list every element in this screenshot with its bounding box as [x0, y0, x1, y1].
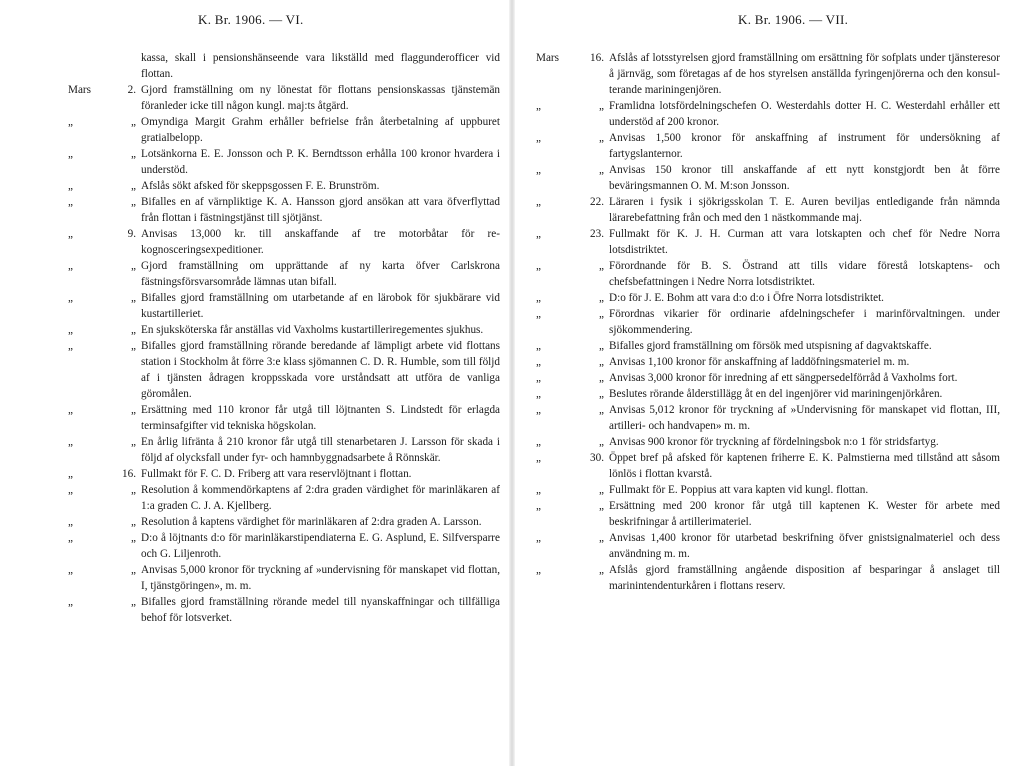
entry-day: „	[599, 164, 604, 176]
entry-day: „	[599, 340, 604, 352]
entry-month	[68, 50, 112, 82]
ledger-entry	[536, 434, 1000, 450]
entry-text: Bifalles gjord framställning om försök med utspisning af dagvaktskaffe.	[609, 340, 932, 352]
ledger-entry	[536, 370, 1000, 386]
entry-text: Anvisas 1,500 kronor för anskaffning af instrument för undersökning af fartygslanternor.	[609, 132, 1000, 160]
entry-month: „	[68, 148, 73, 160]
entry-day: „	[599, 532, 604, 544]
entry-text: Lotsänkorna E. E. Jonsson och P. K. Berndtsson erhålla 100 kronor hvardera i understöd.	[141, 148, 500, 176]
ledger-entry	[68, 258, 500, 290]
entry-day: „	[131, 260, 136, 272]
entry-text: En sjuksköterska får anställas vid Vaxholms kustartilleriregementes sjukhus.	[141, 324, 484, 336]
entry-month: „	[536, 484, 541, 496]
ledger-entry	[68, 338, 500, 402]
entry-day: „	[131, 324, 136, 336]
entry-month: „	[536, 100, 541, 112]
entry-day: „	[599, 356, 604, 368]
entry-day: „	[599, 100, 604, 112]
entry-month: „	[68, 468, 73, 480]
ledger-entry	[68, 146, 500, 178]
entry-text: D:o å löjtnants d:o för marinläkarstipendiaterna E. G. Asplund, E. Silfversparre och G. Liljenroth.	[141, 532, 500, 560]
entry-day: „	[131, 292, 136, 304]
entry-text: Afslås sökt afsked för skeppsgossen F. E. Brunström.	[141, 180, 380, 192]
entry-month: „	[536, 436, 541, 448]
entry-month: „	[68, 228, 73, 240]
entry-text: Afslås gjord framställning angående disposition af besparingar å anslaget till marinintendenturkåren i flottans reserv.	[609, 564, 1000, 592]
entry-day: „	[131, 532, 136, 544]
entry-day: 22.	[590, 196, 604, 208]
ledger-entry	[68, 82, 500, 114]
entry-text: Beslutes rörande ålderstillägg åt en del ingenjörer vid mariningenjörkåren.	[609, 388, 943, 400]
left-entries-list	[68, 50, 500, 626]
entry-text: Gjord framställning om upprättande af ny karta öfver Carlskrona fästningsförsvarsområde lämnas utan bifall.	[141, 260, 500, 288]
entry-text: Ersättning med 110 kronor får utgå till löjtnanten S. Lindstedt för erlagda terminsafgifter vid tekniska högskolan.	[141, 404, 500, 432]
ledger-entry	[536, 450, 1000, 482]
ledger-entry	[68, 290, 500, 322]
entry-day: 2.	[127, 84, 136, 96]
entry-text: Omyndiga Margit Grahm erhåller befrielse från återbetalning af uppburet gratialbelopp.	[141, 116, 500, 144]
entry-month: „	[68, 116, 73, 128]
ledger-entry	[68, 482, 500, 514]
left-page-header: K. Br. 1906. — VI.	[198, 12, 304, 27]
entry-text: kassa, skall i pensionshänseende vara likställd med flaggunderofficer vid flottan.	[141, 52, 500, 80]
entry-text: Anvisas 1,100 kronor för anskaffning af laddöfningsmateriel m. m.	[609, 356, 910, 368]
entry-day: 9.	[127, 228, 136, 240]
entry-text: Anvisas 150 kronor till anskaffande af ett nytt konstgjordt ben åt förre beväringsmannen O. M. M:son Jonsson.	[609, 164, 1000, 192]
entry-text: Framlidna lotsfördelningschefen O. Westerdahls dotter H. C. Westerdahl erhåller ett understöd af 200 kronor.	[609, 100, 1000, 128]
entry-text: Fullmakt för K. J. H. Curman att vara lotskapten och chef för Nedre Norra lotsdistriktet.	[609, 228, 1000, 256]
entry-text: Anvisas 5,012 kronor för tryckning af »Undervisning för manskapet vid flottan, III, artilleri- och handvapen» m. m.	[609, 404, 1000, 432]
entry-month: „	[536, 308, 541, 320]
entry-text: Anvisas 1,400 kronor för utarbetad beskrifning öfver gnistsignalmateriel och dess användning m. m.	[609, 532, 1000, 560]
entry-month: „	[68, 596, 73, 608]
entry-day: „	[131, 564, 136, 576]
entry-text: Läraren i fysik i sjökrigsskolan T. E. Auren beviljas entledigande från nämnda lärarebefattning från och med den 1 nästkommande maj.	[609, 196, 1000, 224]
entry-month: „	[536, 532, 541, 544]
entry-day: „	[599, 404, 604, 416]
entry-month: „	[536, 564, 541, 576]
entry-month: Mars	[68, 84, 91, 96]
entry-month: „	[68, 324, 73, 336]
entry-month: „	[536, 228, 541, 240]
entry-text: Anvisas 900 kronor för tryckning af fördelningsbok n:o 1 för stridsfartyg.	[609, 436, 939, 448]
ledger-entry	[68, 562, 500, 594]
entry-month: „	[68, 404, 73, 416]
ledger-entry	[68, 402, 500, 434]
entry-text: Ersättning med 200 kronor får utgå till kaptenen K. Wester för arbete med beskrifningar å artillerimateriel.	[609, 500, 1000, 528]
ledger-entry	[536, 338, 1000, 354]
entry-month: „	[68, 532, 73, 544]
entry-text: Resolution å kommendörkaptens af 2:dra graden värdighet för marinläkaren af 1:a graden C. J. A. Kjellberg.	[141, 484, 500, 512]
ledger-entry	[536, 98, 1000, 130]
entry-day: „	[599, 436, 604, 448]
entry-month: „	[536, 164, 541, 176]
entry-month: Mars	[536, 52, 559, 64]
entry-text: Fullmakt för E. Poppius att vara kapten vid kungl. flottan.	[609, 484, 869, 496]
ledger-entry	[68, 322, 500, 338]
ledger-entry	[68, 50, 500, 82]
ledger-entry	[536, 482, 1000, 498]
ledger-entry	[68, 530, 500, 562]
entry-month: „	[536, 292, 541, 304]
entry-month: „	[68, 260, 73, 272]
right-entries-list	[536, 50, 1000, 594]
entry-month: „	[536, 452, 541, 464]
entry-text: Gjord framställning om ny lönestat för flottans pensionskassas tjänstemän föranleder icke till någon kungl. maj:ts åtgärd.	[141, 84, 500, 112]
ledger-entry	[68, 194, 500, 226]
entry-text: En årlig lifränta å 210 kronor får utgå till stenarbetaren J. Larsson för skada i följd af olycksfall under fyr- och hamnbyggnadsarbete å Rönnskär.	[141, 436, 500, 464]
entry-day: „	[599, 308, 604, 320]
entry-day: „	[131, 340, 136, 352]
entry-month: „	[68, 196, 73, 208]
entry-day: „	[599, 564, 604, 576]
ledger-entry	[536, 194, 1000, 226]
right-page-header: K. Br. 1906. — VII.	[738, 12, 849, 27]
entry-day: 23.	[590, 228, 604, 240]
right-page	[512, 0, 1024, 766]
entry-month: „	[536, 260, 541, 272]
ledger-entry	[536, 162, 1000, 194]
entry-day: „	[131, 180, 136, 192]
entry-day: „	[131, 404, 136, 416]
entry-day: „	[599, 500, 604, 512]
ledger-entry	[536, 386, 1000, 402]
entry-month: „	[536, 340, 541, 352]
entry-month: „	[536, 500, 541, 512]
entry-month: „	[68, 292, 73, 304]
entry-day: „	[131, 484, 136, 496]
entry-day: 16.	[590, 52, 604, 64]
entry-day: „	[599, 260, 604, 272]
entry-day: „	[599, 484, 604, 496]
entry-day: „	[131, 596, 136, 608]
entry-day: „	[599, 132, 604, 144]
ledger-entry	[68, 226, 500, 258]
entry-month: „	[536, 356, 541, 368]
ledger-entry	[536, 402, 1000, 434]
entry-text: Förordnande för B. S. Östrand att tills vidare förestå lotskaptens- och chefsbefattningen i Nedre Norra lotsdistriktet.	[609, 260, 1000, 288]
entry-text: Anvisas 13,000 kr. till anskaffande af tre motorbåtar för rekognosceringsexpeditioner.	[141, 228, 500, 256]
ledger-entry	[536, 498, 1000, 530]
entry-text: Bifalles gjord framställning rörande medel till nyanskaffningar och tillfälliga behof för lotsverket.	[141, 596, 500, 624]
ledger-entry	[68, 434, 500, 466]
entry-month: „	[68, 564, 73, 576]
entry-day: „	[599, 388, 604, 400]
ledger-entry	[68, 466, 500, 482]
entry-month: „	[68, 180, 73, 192]
ledger-entry	[68, 178, 500, 194]
ledger-entry	[68, 514, 500, 530]
entry-text: D:o för J. E. Bohm att vara d:o d:o i Öfre Norra lotsdistriktet.	[609, 292, 884, 304]
ledger-entry	[536, 562, 1000, 594]
ledger-entry	[536, 290, 1000, 306]
entry-day: „	[131, 516, 136, 528]
entry-day: 30.	[590, 452, 604, 464]
entry-day: „	[599, 372, 604, 384]
entry-month: „	[68, 516, 73, 528]
entry-month: „	[536, 372, 541, 384]
entry-month: „	[68, 484, 73, 496]
entry-month: „	[536, 404, 541, 416]
entry-text: Resolution å kaptens värdighet för marinläkaren af 2:dra graden A. Larsson.	[141, 516, 482, 528]
entry-day: „	[131, 148, 136, 160]
entry-text: Bifalles gjord framställning om utarbetande af en lärobok för sjukbärare vid kustartilleriet.	[141, 292, 500, 320]
entry-text: Afslås af lotsstyrelsen gjord framställning om ersättning för sofplats under tjänsteresor å järnväg, som företagas af de hos styrelsen anställda fyringenjörerna och den konsulterande mariningenjören.	[609, 52, 1000, 96]
ledger-entry	[536, 50, 1000, 98]
entry-day	[112, 50, 141, 82]
entry-text: Bifalles en af värnpliktige K. A. Hansson gjord ansökan att vara öfverflyttad från flottan i fästningstjänst till sjötjänst.	[141, 196, 500, 224]
ledger-entry	[68, 594, 500, 626]
entry-day: „	[131, 436, 136, 448]
entry-day: „	[599, 292, 604, 304]
entry-month: „	[536, 132, 541, 144]
ledger-entry	[536, 530, 1000, 562]
ledger-entry	[536, 306, 1000, 338]
entry-day: 16.	[122, 468, 136, 480]
entry-month: „	[536, 388, 541, 400]
entry-month: „	[536, 196, 541, 208]
entry-day: „	[131, 116, 136, 128]
entry-text: Öppet bref på afsked för kaptenen friherre E. K. Palmstierna med tillstånd att såsom lönlös i flottan kvarstå.	[609, 452, 1000, 480]
entry-text: Förordnas vikarier för ordinarie afdelningschefer i marinförvaltningen. under sjökommendering.	[609, 308, 1000, 336]
ledger-entry	[536, 354, 1000, 370]
entry-text: Anvisas 5,000 kronor för tryckning af »undervisning för manskapet vid flottan, I, tjänstgöringen», m. m.	[141, 564, 500, 592]
entry-text: Anvisas 3,000 kronor för inredning af ett sängpersedelförråd å Vaxholms fort.	[609, 372, 958, 384]
entry-text: Bifalles gjord framställning rörande beredande af lämpligt arbete vid flottans station i Stockholm åt förre 3:e klass sjömannen C. D. R. Humble, som till följd af i tjänsten ådragen kroppsskada vore urståndsatt att utföra de vanliga göromålen.	[141, 340, 500, 400]
entry-month: „	[68, 340, 73, 352]
ledger-entry	[536, 258, 1000, 290]
entry-text: Fullmakt för F. C. D. Friberg att vara reservlöjtnant i flottan.	[141, 468, 412, 480]
ledger-entry	[536, 130, 1000, 162]
ledger-entry	[68, 114, 500, 146]
ledger-entry	[536, 226, 1000, 258]
entry-month: „	[68, 436, 73, 448]
entry-day: „	[131, 196, 136, 208]
